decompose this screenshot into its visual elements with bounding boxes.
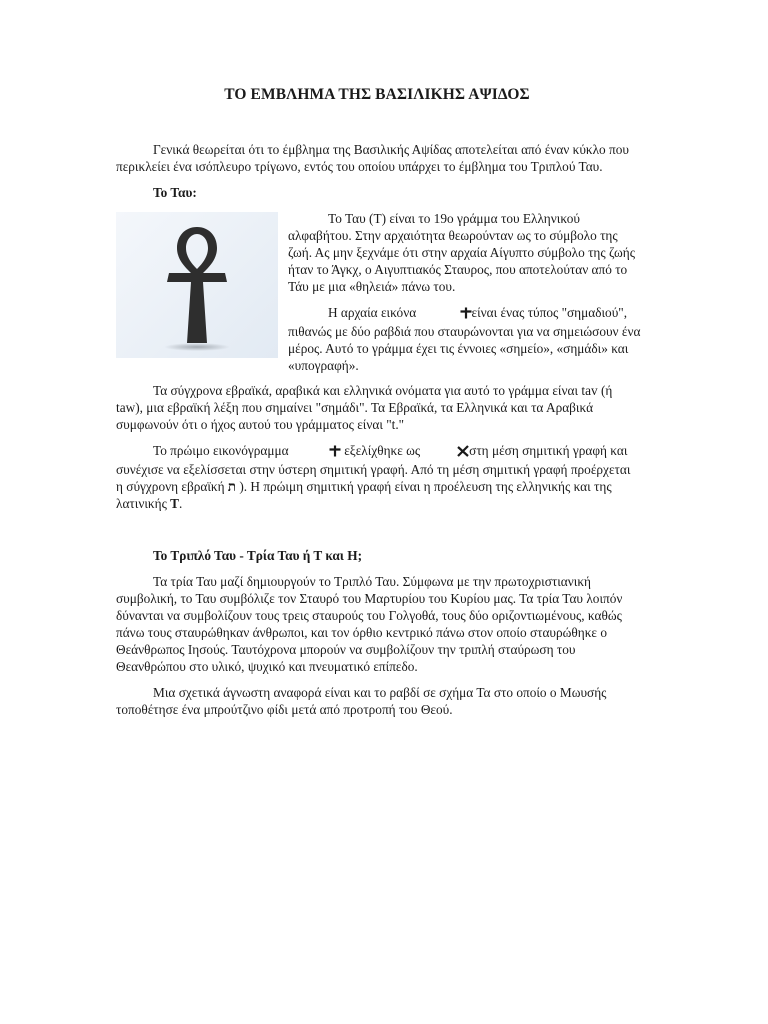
x-cross-icon [420, 444, 469, 461]
evolution-text-3: στη μέση σημιτική γραφή και συνέχισε να εξελίσσεται στην ύστερη σημιτική γραφή. Από τη μέση σημιτική γραφή προέρχεται η σύγχρονη εβραϊκή [116, 443, 631, 494]
document-title: ΤΟ ΕΜΒΛΗΜΑ ΤΗΣ ΒΑΣΙΛΙΚΗΣ ΑΨΙΔΟΣ [224, 86, 530, 103]
plus-cross-icon [420, 306, 472, 323]
section-spacer [116, 521, 638, 547]
tau-section [116, 210, 641, 376]
triple-tau-paragraph-1: Τα τρία Ταυ μαζί δημιουργούν το Τριπλό Ταυ. Σύμφωνα με την πρωτοχριστιανική συμβολική, το Ταυ συμβόλιζε τον Σταυρό του Μαρτυρίου του Κυρίου μας. Τα τρία Ταυ λοιπόν δύνανται να συμβολίζουν τους τρεις σταυρούς του Γολγοθά, τους δύο οριζοντιωμένους, καθώς πάνω τους σταυρώθηκαν άνθρωποι, και τον όρθιο κεντρικό πάνω στον οποίο σταυρώθηκε ο Θεάνθρωπος Ιησούς. Ταυτόχρονα μπορούν να συμβολίζουν την τριπλή σταύρωση του Θεανθρώπου στο υλικό, ψυχικό και πνευματικό επίπεδο. [116, 574, 623, 674]
evolution-text-1: Το πρώιμο εικονόγραμμα [153, 443, 292, 458]
evolution-text-end: . [179, 496, 183, 511]
tau-paragraph-2 [288, 304, 644, 374]
evolution-paragraph [116, 442, 638, 512]
document-body [116, 86, 641, 727]
plus-cross-icon [292, 444, 341, 461]
triple-tau-paragraph-2: Μια σχετικά άγνωστη αναφορά είναι και το ραβδί σε σχήμα Τα στο οποίο ο Μωυσής τοποθέτησε ένα μπρούτζινο φίδι μετά από προτροπή του Θεού. [116, 685, 607, 717]
tau-paragraph-2-start: Η αρχαία εικόνα [328, 305, 420, 320]
tau-paragraph-1: Το Ταυ (Τ) είναι το 19ο γράμμα του Ελληνικού αλφαβήτου. Στην αρχαιότητα θεωρούνταν ως το σύμβολο της ζωή. Ας μην ξεχνάμε ότι στην αρχαία Αίγυπτο σύμβολο της ζωής ήταν το Άγκχ, ο Αιγυπτιακός Σταυρος, που αποτελούταν από το Τάυ με μια «θηλειά» πάνω του. [288, 211, 635, 294]
triple-tau-heading: Το Τριπλό Ταυ - Τρία Ταυ ή Τ και Η; [153, 548, 363, 563]
evolution-text-4: ). Η πρώιμη σημιτική γραφή είναι η προέλευση της ελληνικής και της λατινικής [116, 479, 612, 511]
tau-text [288, 210, 644, 383]
ankh-icon [116, 212, 278, 358]
latin-letter: T [170, 496, 180, 511]
names-paragraph: Τα σύγχρονα εβραϊκά, αραβικά και ελληνικά ονόματα για αυτό το γράμμα είναι tav (ή taw), μια εβραϊκή λέξη που σημαίνει "σημάδι". Τα Εβραϊκά, τα Ελληνικά και τα Αραβικά συμφωνούν ότι ο ήχος αυτού του γράμματος είναι "t." [116, 383, 613, 432]
tau-paragraph-2-end: είναι ένας τύπος "σημαδιού", πιθανώς με δύο ραβδιά που σταυρώνονται για να σημειώσουν ένα μέρος. Αυτό το γράμμα έχει τις έννοιες «σημείο», «σημάδι» και «υπογραφή». [288, 305, 641, 373]
hebrew-letter: ת [227, 479, 236, 494]
ankh-image [116, 212, 278, 358]
tau-heading: Το Ταυ: [153, 185, 197, 200]
intro-paragraph: Γενικά θεωρείται ότι το έμβλημα της Βασιλικής Αψίδας αποτελείται από έναν κύκλο που περικλείει ένα ισόπλευρο τρίγωνο, εντός του οποίου υπάρχει το έμβλημα του Τριπλού Ταυ. [116, 142, 629, 174]
evolution-text-2: εξελίχθηκε ως [340, 443, 421, 458]
